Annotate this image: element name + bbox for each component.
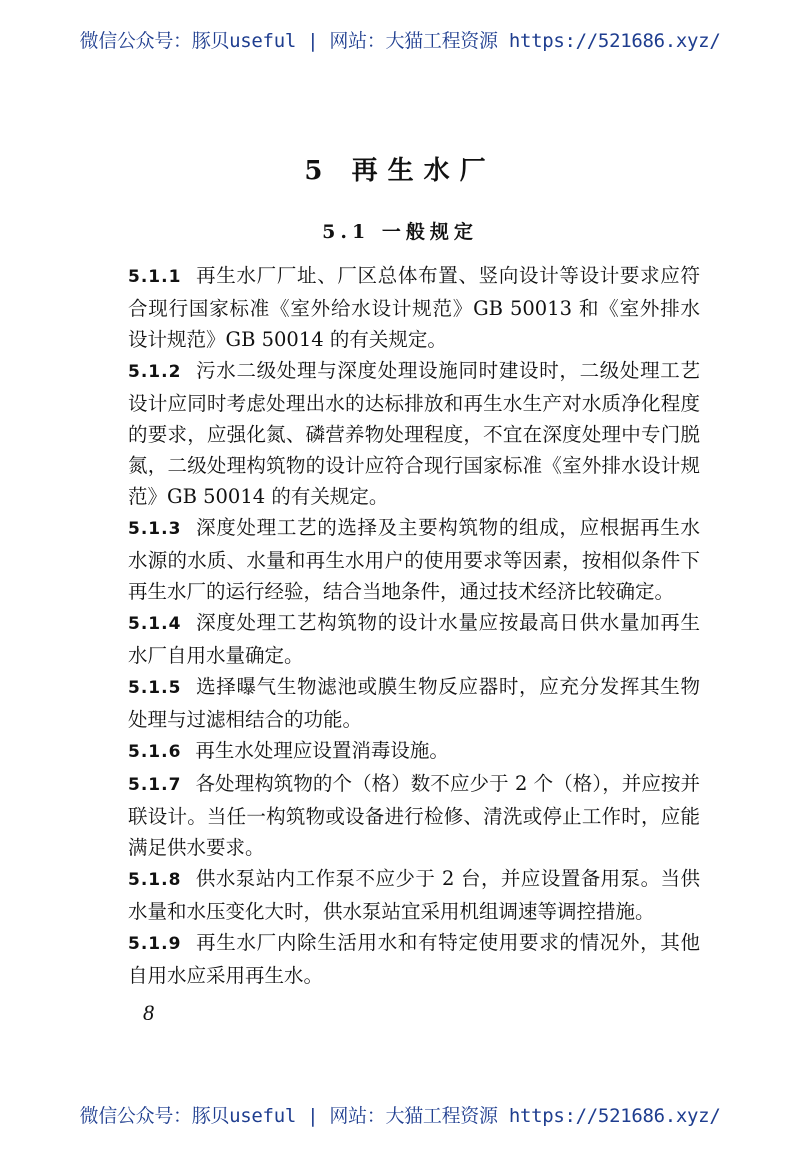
clause-text: 供水泵站内工作泵不应少于 2 台，并应设置备用泵。当供水量和水压变化大时，供水泵站宜采用机组调速等调控措施。: [128, 867, 700, 923]
clause-5-1-2: [128, 355, 700, 512]
clause-5-1-1: [128, 260, 700, 355]
clause-text: 再生水厂内除生活用水和有特定使用要求的情况外，其他自用水应采用再生水。: [128, 931, 700, 987]
clause-text: 深度处理工艺的选择及主要构筑物的组成，应根据再生水水源的水质、水量和再生水用户的使用要求等因素，按相似条件下再生水厂的运行经验，结合当地条件，通过技术经济比较确定。: [128, 516, 700, 603]
clause-text: 再生水处理应设置消毒设施。: [195, 739, 449, 762]
watermark-top: 微信公众号：豚贝useful | 网站：大猫工程资源 https://521686.xyz/: [79, 30, 721, 52]
clause-text: 选择曝气生物滤池或膜生物反应器时，应充分发挥其生物处理与过滤相结合的功能。: [128, 675, 700, 731]
clause-5-1-6: [128, 735, 700, 768]
clause-5-1-8: [128, 863, 700, 927]
clause-number: 5.1.6: [128, 742, 182, 762]
clause-5-1-4: [128, 607, 700, 671]
clause-number: 5.1.7: [128, 775, 182, 795]
clause-number: 5.1.3: [128, 519, 182, 539]
clause-5-1-5: [128, 671, 700, 735]
clause-number: 5.1.9: [128, 934, 182, 954]
clause-5-1-9: [128, 927, 700, 991]
section-title: 5.1 一般规定: [322, 221, 478, 243]
clause-text: 深度处理工艺构筑物的设计水量应按最高日供水量加再生水厂自用水量确定。: [128, 611, 700, 667]
page-number: 8: [143, 1000, 154, 1025]
chapter-title: 5 再生水厂: [304, 156, 496, 186]
clause-number: 5.1.2: [128, 362, 182, 382]
clause-5-1-7: [128, 768, 700, 863]
clause-number: 5.1.4: [128, 614, 182, 634]
watermark-bottom: 微信公众号：豚贝useful | 网站：大猫工程资源 https://521686.xyz/: [79, 1105, 721, 1127]
clause-text: 污水二级处理与深度处理设施同时建设时，二级处理工艺设计应同时考虑处理出水的达标排放和再生水生产对水质净化程度的要求，应强化氮、磷营养物处理程度，不宜在深度处理中专门脱氮，二级处理构筑物的设计应符合现行国家标准《室外排水设计规范》GB 50014 的有关规定。: [128, 359, 700, 508]
clause-number: 5.1.1: [128, 267, 182, 287]
clause-text: 各处理构筑物的个（格）数不应少于 2 个（格），并应按并联设计。当任一构筑物或设备进行检修、清洗或停止工作时，应能满足供水要求。: [128, 772, 700, 859]
clause-number: 5.1.5: [128, 678, 182, 698]
clause-text: 再生水厂厂址、厂区总体布置、竖向设计等设计要求应符合现行国家标准《室外给水设计规范》GB 50013 和《室外排水设计规范》GB 50014 的有关规定。: [128, 264, 700, 351]
clause-number: 5.1.8: [128, 870, 182, 890]
clause-list: [128, 260, 700, 991]
clause-5-1-3: [128, 512, 700, 607]
